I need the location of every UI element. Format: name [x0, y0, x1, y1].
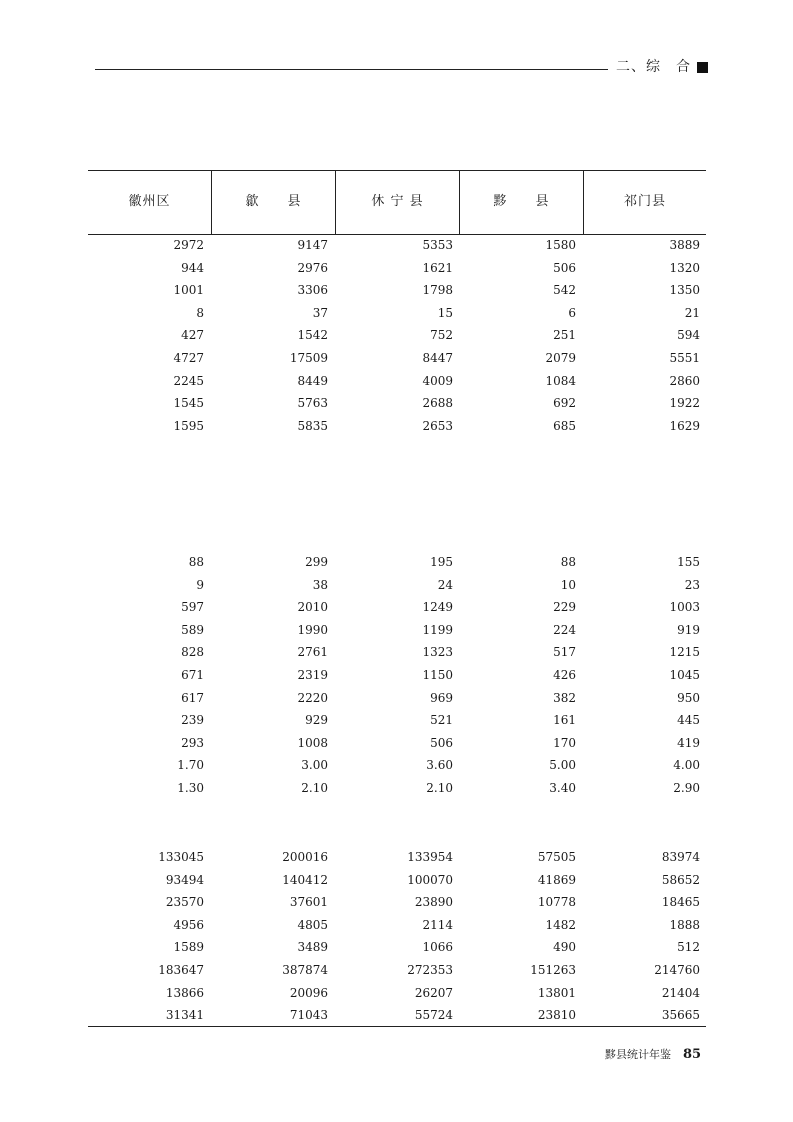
table-cell: 597: [181, 600, 204, 615]
table-cell: 17509: [289, 350, 328, 365]
table-cell: 1621: [422, 260, 453, 275]
table-cell: 1.30: [177, 780, 204, 795]
table-cell: 170: [553, 735, 576, 750]
table-cell: 23890: [414, 895, 453, 910]
table-cell: 10: [560, 577, 576, 592]
table-cell: 2.90: [673, 780, 700, 795]
table-cell: 1001: [173, 283, 204, 298]
table-cell: 1084: [545, 373, 576, 388]
column-header-xiuning: 休 宁 县: [371, 194, 424, 209]
book-title: 黟县统计年鉴: [605, 1048, 671, 1061]
table-row: [88, 777, 706, 800]
table-cell: 944: [181, 260, 204, 275]
table-cell: 38: [312, 577, 328, 592]
table-cell: 589: [181, 622, 204, 637]
table-cell: 1482: [545, 917, 576, 932]
table-cell: 969: [430, 690, 453, 705]
table-cell: 4956: [173, 917, 204, 932]
table-cell: 272353: [407, 962, 453, 977]
table-cell: 445: [677, 713, 700, 728]
table-row: [88, 234, 706, 257]
table-cell: 490: [553, 940, 576, 955]
table-cell: 21: [684, 305, 700, 320]
table-cell: 1320: [669, 260, 700, 275]
column-header-huizhou: 徽州区: [128, 194, 171, 209]
table-row: [88, 754, 706, 777]
table-cell: 83974: [661, 850, 700, 864]
table-cell: 6: [568, 305, 576, 320]
column-header-shexian: 歙 县: [245, 194, 302, 209]
table-block-1: [88, 234, 706, 437]
table-cell: 1215: [669, 645, 700, 660]
table-cell: 2.10: [426, 780, 453, 795]
table-cell: 1008: [297, 735, 328, 750]
table-cell: 1580: [545, 238, 576, 252]
black-square-icon: [697, 62, 708, 73]
table-cell: 2010: [297, 600, 328, 615]
table-cell: 133045: [158, 850, 204, 864]
table-cell: 1199: [422, 622, 453, 637]
table-cell: 2079: [545, 350, 576, 365]
table-cell: 1589: [173, 940, 204, 955]
table-cell: 3889: [669, 238, 700, 252]
table-block-2: [88, 551, 706, 800]
table-cell: 37: [312, 305, 328, 320]
table-cell: 3489: [297, 940, 328, 955]
table-cell: 427: [181, 328, 204, 343]
table-cell: 88: [188, 555, 204, 569]
table-cell: 2220: [297, 690, 328, 705]
table-row: [88, 641, 706, 664]
section-title: [616, 57, 708, 77]
page-number: 85: [683, 1047, 702, 1062]
table-row: [88, 324, 706, 347]
table-cell: 23570: [165, 895, 204, 910]
table-cell: 3.60: [426, 758, 453, 773]
table-cell: 8449: [297, 373, 328, 388]
table-cell: 3.00: [301, 758, 328, 773]
table-row: [88, 869, 706, 892]
table-cell: 1.70: [177, 758, 204, 773]
table-cell: 1545: [173, 396, 204, 411]
table-row: [88, 415, 706, 438]
table-cell: 4009: [422, 373, 453, 388]
table-cell: 5763: [297, 396, 328, 411]
table-cell: 239: [181, 713, 204, 728]
table-cell: 1542: [297, 328, 328, 343]
table-cell: 1150: [422, 667, 453, 682]
page-footer: [605, 1045, 701, 1065]
table-cell: 1350: [669, 283, 700, 298]
table-cell: 4727: [173, 350, 204, 365]
table-row: [88, 732, 706, 755]
table-row: [88, 1004, 706, 1027]
table-cell: 512: [677, 940, 700, 955]
table-cell: 8447: [422, 350, 453, 365]
table-cell: 5.00: [549, 758, 576, 773]
table-cell: 9: [196, 577, 204, 592]
table-cell: 13866: [165, 985, 204, 1000]
table-row: [88, 619, 706, 642]
table-cell: 151263: [530, 962, 576, 977]
table-row: [88, 392, 706, 415]
table-cell: 521: [430, 713, 453, 728]
table-row: [88, 596, 706, 619]
table-cell: 542: [553, 283, 576, 298]
table-cell: 293: [181, 735, 204, 750]
table-cell: 13801: [537, 985, 576, 1000]
table-row: [88, 551, 706, 574]
table-row: [88, 846, 706, 869]
table-cell: 929: [305, 713, 328, 728]
table-cell: 1888: [669, 917, 700, 932]
table-cell: 1003: [669, 600, 700, 615]
table-row: [88, 982, 706, 1005]
table-cell: 426: [553, 667, 576, 682]
column-header-qimen: 祁门县: [623, 194, 666, 209]
table-cell: 15: [437, 305, 453, 320]
table-cell: 5551: [669, 350, 700, 365]
table-cell: 506: [553, 260, 576, 275]
table-cell: 1045: [669, 667, 700, 682]
table-cell: 2653: [422, 418, 453, 433]
table-cell: 617: [181, 690, 204, 705]
table-row: [88, 664, 706, 687]
table-cell: 2688: [422, 396, 453, 411]
table-cell: 2860: [669, 373, 700, 388]
table-cell: 1798: [422, 283, 453, 298]
table-cell: 3306: [297, 283, 328, 298]
table-cell: 1629: [669, 418, 700, 433]
table-row: [88, 257, 706, 280]
table-cell: 1990: [297, 622, 328, 637]
table-row: [88, 302, 706, 325]
table-cell: 41869: [537, 872, 576, 887]
table-cell: 229: [553, 600, 576, 615]
table-cell: 2972: [173, 238, 204, 252]
table-cell: 35665: [661, 1008, 700, 1023]
table-bottom-rule: [88, 1026, 706, 1027]
table-cell: 21404: [661, 985, 700, 1000]
table-cell: 23: [684, 577, 700, 592]
table-cell: 5353: [422, 238, 453, 252]
table-cell: 155: [677, 555, 700, 569]
header-rule: [95, 69, 608, 70]
table-row: [88, 279, 706, 302]
table-cell: 692: [553, 396, 576, 411]
table-cell: 31341: [165, 1008, 204, 1023]
table-cell: 299: [305, 555, 328, 569]
table-cell: 26207: [414, 985, 453, 1000]
table-cell: 71043: [289, 1008, 328, 1023]
table-cell: 828: [181, 645, 204, 660]
table-cell: 58652: [661, 872, 700, 887]
table-cell: 183647: [158, 962, 204, 977]
table-cell: 224: [553, 622, 576, 637]
table-cell: 161: [553, 713, 576, 728]
table-row: [88, 574, 706, 597]
table-cell: 251: [553, 328, 576, 343]
table-cell: 214760: [654, 962, 700, 977]
table-cell: 140412: [282, 872, 328, 887]
table-cell: 55724: [414, 1008, 453, 1023]
table-row: [88, 914, 706, 937]
table-cell: 2976: [297, 260, 328, 275]
table-cell: 517: [553, 645, 576, 660]
table-block-3: [88, 846, 706, 1027]
table-cell: 195: [430, 555, 453, 569]
section-title-text: 二、综 合: [616, 59, 691, 75]
table-cell: 506: [430, 735, 453, 750]
table-cell: 3.40: [549, 780, 576, 795]
table-cell: 752: [430, 328, 453, 343]
table-cell: 5835: [297, 418, 328, 433]
table-cell: 37601: [289, 895, 328, 910]
table-cell: 1595: [173, 418, 204, 433]
table-cell: 419: [677, 735, 700, 750]
table-cell: 2761: [297, 645, 328, 660]
table-row: [88, 347, 706, 370]
table-cell: 4.00: [673, 758, 700, 773]
table-row: [88, 891, 706, 914]
table-cell: 1066: [422, 940, 453, 955]
table-cell: 88: [560, 555, 576, 569]
table-row: [88, 687, 706, 710]
table-cell: 24: [437, 577, 453, 592]
table-cell: 685: [553, 418, 576, 433]
table-cell: 1922: [669, 396, 700, 411]
table-cell: 4805: [297, 917, 328, 932]
table-cell: 1249: [422, 600, 453, 615]
table-cell: 23810: [537, 1008, 576, 1023]
table-cell: 57505: [537, 850, 576, 864]
table-cell: 18465: [661, 895, 700, 910]
table-cell: 2245: [173, 373, 204, 388]
table-cell: 387874: [282, 962, 328, 977]
table-row: [88, 959, 706, 982]
table-row: [88, 936, 706, 959]
table-row: [88, 709, 706, 732]
table-cell: 8: [196, 305, 204, 320]
table-cell: 594: [677, 328, 700, 343]
table-cell: 919: [677, 622, 700, 637]
table-cell: 1323: [422, 645, 453, 660]
table-cell: 671: [181, 667, 204, 682]
table-cell: 133954: [407, 850, 453, 864]
table-row: [88, 370, 706, 393]
column-header-yixian: 黟 县: [493, 194, 550, 209]
table-cell: 382: [553, 690, 576, 705]
table-cell: 950: [677, 690, 700, 705]
table-cell: 2114: [422, 917, 453, 932]
table-cell: 10778: [537, 895, 576, 910]
table-cell: 200016: [282, 850, 328, 864]
table-cell: 9147: [297, 238, 328, 252]
table-cell: 100070: [407, 872, 453, 887]
table-cell: 93494: [165, 872, 204, 887]
table-cell: 2319: [297, 667, 328, 682]
table-cell: 20096: [289, 985, 328, 1000]
table-cell: 2.10: [301, 780, 328, 795]
